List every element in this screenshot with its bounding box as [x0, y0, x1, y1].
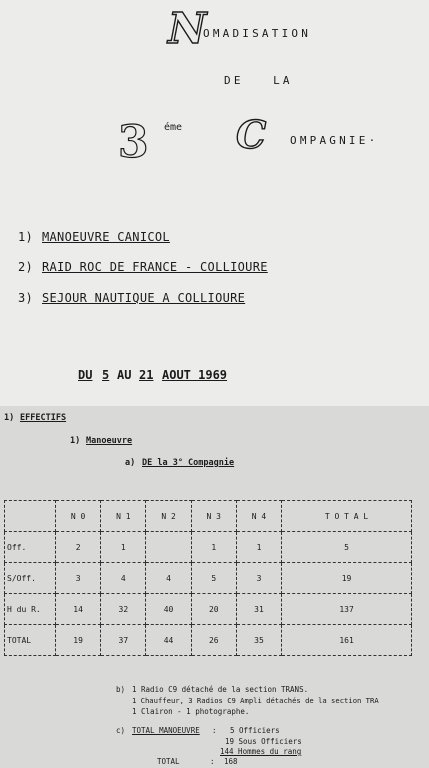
table-cell: 2 — [56, 532, 101, 563]
date-au: AU — [117, 368, 132, 382]
table-cell: Off. — [5, 532, 56, 563]
activity-2-text: RAID ROC DE FRANCE - COLLIOURE — [42, 260, 268, 274]
date-month-year: AOUT 1969 — [162, 368, 228, 382]
note-c-total-value: 168 — [224, 757, 238, 766]
table-row — [5, 594, 412, 625]
title-ordinal-suffix: éme — [164, 122, 183, 133]
item-a-text: DE la 3° Compagnie — [142, 458, 235, 468]
table-cell: 1 — [101, 532, 146, 563]
section-heading: EFFECTIFS — [20, 413, 67, 423]
note-b-line2: 1 Chauffeur, 3 Radios C9 Ampli détachés de la section TRA — [132, 696, 379, 705]
table-cell: 14 — [56, 594, 101, 625]
activity-1-number: 1) — [18, 230, 34, 244]
table-cell: 26 — [191, 625, 236, 656]
title-line1: OMADISATION — [203, 27, 312, 40]
table-cell: 4 — [146, 563, 191, 594]
table-header-row — [5, 501, 412, 532]
effectifs-table — [4, 500, 412, 656]
activity-3-number: 3) — [18, 291, 34, 305]
subsection-number: 1) — [70, 436, 81, 446]
table-header-cell: T O T A L — [282, 501, 412, 532]
table-header-cell: N 4 — [236, 501, 281, 532]
note-c-sub-officers: 19 Sous Officiers — [225, 737, 302, 746]
table-cell: 161 — [282, 625, 412, 656]
table-cell: TOTAL — [5, 625, 56, 656]
table-cell: 19 — [282, 563, 412, 594]
table-cell — [146, 532, 191, 563]
table-header-cell — [5, 501, 56, 532]
table-cell: 19 — [56, 625, 101, 656]
note-c-officers: 5 Officiers — [230, 726, 280, 735]
activity-1-text: MANOEUVRE CANICOL — [42, 230, 170, 244]
table-row — [5, 563, 412, 594]
date-du: DU — [78, 368, 93, 382]
table-row — [5, 532, 412, 563]
table-cell: 1 — [191, 532, 236, 563]
note-c-letter: c) — [116, 726, 126, 735]
table-cell: 44 — [146, 625, 191, 656]
title-ordinal-number: 3 — [118, 117, 149, 168]
table-cell: 5 — [282, 532, 412, 563]
note-b-line3: 1 Clairon - 1 photographe. — [132, 707, 250, 716]
table-header-cell: N 0 — [56, 501, 101, 532]
table-cell: 137 — [282, 594, 412, 625]
note-b-letter: b) — [116, 685, 126, 694]
note-c-total-label: TOTAL — [157, 757, 180, 766]
table-cell: 1 — [236, 532, 281, 563]
note-c-label: TOTAL MANOEUVRE — [132, 726, 200, 735]
title-initial-n: N — [168, 4, 201, 53]
table-cell: 20 — [191, 594, 236, 625]
note-c-colon: : — [212, 726, 217, 735]
activity-3-text: SEJOUR NAUTIQUE A COLLIOURE — [42, 291, 246, 305]
date-end: 21 — [139, 368, 154, 382]
title-line2: DE LA — [224, 74, 293, 87]
title-initial-c: C — [236, 112, 261, 157]
subsection-heading: Manoeuvre — [86, 436, 133, 446]
title-line3: OMPAGNIE· — [290, 134, 379, 147]
table-cell: 31 — [236, 594, 281, 625]
table-row — [5, 625, 412, 656]
date-start: 5 — [102, 368, 110, 382]
table-cell: 40 — [146, 594, 191, 625]
table-cell: 5 — [191, 563, 236, 594]
table-cell: 3 — [56, 563, 101, 594]
note-c-men: 144 Hommes du rang — [220, 747, 302, 756]
table-cell: 37 — [101, 625, 146, 656]
table-cell: S/Off. — [5, 563, 56, 594]
table-header-cell: N 1 — [101, 501, 146, 532]
table-cell: 3 — [236, 563, 281, 594]
table-cell: 32 — [101, 594, 146, 625]
activity-2-number: 2) — [18, 260, 34, 274]
note-c-total-colon: : — [210, 757, 215, 766]
section-number: 1) — [4, 413, 15, 423]
table-cell: 4 — [101, 563, 146, 594]
table-cell: H du R. — [5, 594, 56, 625]
table-header-cell: N 2 — [146, 501, 191, 532]
note-b-line1: 1 Radio C9 détaché de la section TRANS. — [132, 685, 309, 694]
item-a-letter: a) — [125, 458, 136, 468]
table-header-cell: N 3 — [191, 501, 236, 532]
table-cell: 35 — [236, 625, 281, 656]
